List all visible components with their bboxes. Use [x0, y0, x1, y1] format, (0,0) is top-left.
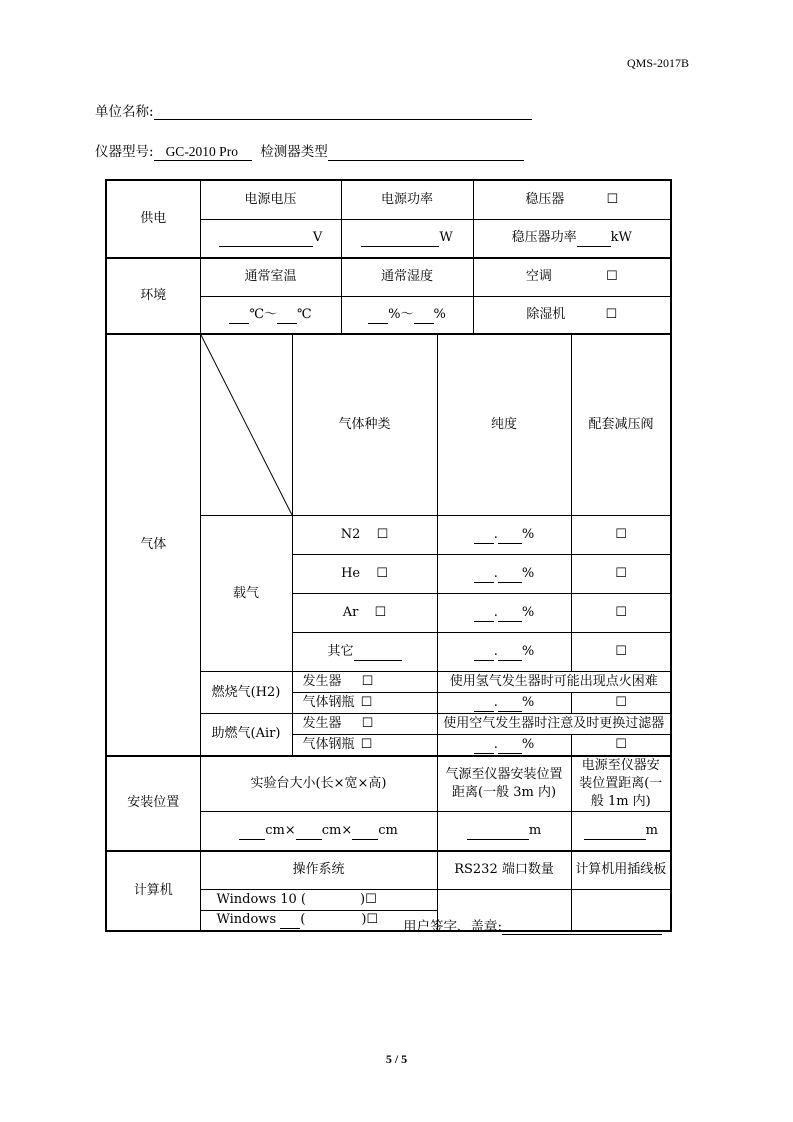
h2-generator-checkbox[interactable]: ☐ [361, 674, 374, 689]
unit-name-label: 单位名称: [95, 104, 154, 120]
bench-width-unit: cm [321, 822, 342, 838]
h2-generator-cell [292, 672, 437, 693]
win10-checkbox[interactable]: ☐ [365, 891, 377, 907]
os-header: 操作系统 [200, 851, 437, 889]
gas-distance-input[interactable] [467, 825, 529, 840]
detector-type-input[interactable] [328, 145, 524, 161]
windows-other-checkbox[interactable]: ☐ [366, 912, 379, 928]
instrument-model-row [95, 140, 524, 161]
h2-purity-cell: . % [437, 693, 571, 714]
air-generator-cell [292, 714, 437, 735]
stabilizer-power-cell [473, 219, 671, 258]
ac-checkbox[interactable]: ☐ [606, 269, 618, 285]
humidity-header: 通常湿度 [341, 258, 473, 296]
fuel-gas-label: 燃烧气(H2) [200, 672, 292, 714]
ar-regulator-cell [571, 594, 671, 633]
n2-regulator-checkbox[interactable]: ☐ [615, 527, 627, 542]
room-temp-header: 通常室温 [200, 258, 341, 296]
carrier-other-cell [292, 633, 437, 672]
air-purity-dec-input[interactable] [498, 739, 522, 754]
he-purity-dec-input[interactable] [498, 568, 522, 583]
rs232-header: RS232 端口数量 [437, 851, 571, 889]
h2-generator-label: 发生器 [302, 674, 342, 689]
bench-size-input-cell [200, 811, 437, 851]
temp-range-cell [200, 296, 341, 334]
bench-width-input[interactable] [296, 825, 322, 840]
stabilizer-checkbox[interactable]: ☐ [606, 191, 619, 207]
other-purity-dec-input[interactable] [498, 646, 522, 661]
air-generator-label: 发生器 [302, 716, 342, 731]
air-purity-int-input[interactable] [474, 739, 494, 754]
humidity-max-input[interactable] [414, 309, 434, 324]
power-distance-input-cell [571, 811, 671, 851]
regulator-header: 配套减压阀 [571, 334, 671, 516]
gas-distance-input-cell [437, 811, 571, 851]
diagonal-header-cell [200, 334, 292, 516]
ar-purity-cell: . % [437, 594, 571, 633]
stabilizer-power-input[interactable] [577, 232, 611, 247]
gas-distance-header: 气源至仪器安装位置距离(一般 3m 内) [437, 756, 571, 812]
n2-purity-int-input[interactable] [474, 529, 494, 544]
he-regulator-cell [571, 555, 671, 594]
other-purity-int-input[interactable] [474, 646, 494, 661]
h2-cylinder-checkbox[interactable]: ☐ [360, 695, 373, 710]
air-cylinder-label: 气体钢瓶 [302, 736, 355, 752]
carrier-n2-checkbox[interactable]: ☐ [376, 527, 389, 542]
carrier-other-input[interactable] [354, 646, 402, 661]
environment-section-label: 环境 [106, 258, 200, 334]
site-requirements-table [105, 179, 672, 932]
power-section-label: 供电 [106, 180, 200, 258]
voltage-input-cell [200, 219, 341, 258]
voltage-input[interactable] [219, 232, 313, 247]
h2-regulator-checkbox[interactable]: ☐ [615, 695, 627, 710]
signature-input[interactable] [502, 919, 662, 935]
bench-height-unit: cm [378, 822, 398, 838]
temp-unit-b: ℃ [297, 306, 312, 322]
windows-other-version-input[interactable] [280, 914, 300, 929]
signature-label: 用户签字、盖章: [403, 919, 503, 935]
carrier-he-checkbox[interactable]: ☐ [376, 566, 388, 581]
he-regulator-checkbox[interactable]: ☐ [615, 566, 627, 581]
air-purity-cell: . % [437, 735, 571, 756]
windows-other-cell [200, 910, 437, 931]
diagonal-line [201, 335, 292, 515]
wattage-input[interactable] [361, 232, 439, 247]
power-distance-header: 电源至仪器安装位置距离(一般 1m 内) [571, 756, 671, 812]
he-purity-cell: . % [437, 555, 571, 594]
carrier-ar-cell [292, 594, 437, 633]
stabilizer-label: 稳压器 [525, 191, 565, 207]
gas-section-label: 气体 [106, 334, 200, 756]
temp-max-input[interactable] [277, 309, 297, 324]
other-purity-unit: % [521, 644, 535, 659]
instrument-model-label: 仪器型号: [95, 144, 154, 160]
ar-purity-unit: % [521, 605, 535, 620]
stabilizer-power-label: 稳压器功率 [511, 230, 577, 246]
carrier-other-label: 其它 [327, 644, 354, 659]
temp-min-input[interactable] [229, 309, 249, 324]
air-regulator-cell [571, 735, 671, 756]
dehumidifier-label: 除湿机 [526, 306, 566, 322]
signature-row [403, 915, 662, 935]
air-generator-note: 使用空气发生器时注意及时更换过滤器 [437, 714, 671, 735]
n2-regulator-cell [571, 516, 671, 555]
carrier-ar-checkbox[interactable]: ☐ [374, 605, 387, 620]
detector-type-label: 检测器类型 [260, 144, 328, 160]
h2-purity-dec-input[interactable] [498, 697, 522, 712]
carrier-ar-label: Ar [342, 605, 359, 620]
humidity-unit-b: % [433, 306, 446, 322]
n2-purity-dec-input[interactable] [498, 529, 522, 544]
bench-height-input[interactable] [352, 825, 378, 840]
windows-other-paren-close: ) [361, 912, 367, 928]
h2-purity-unit: % [521, 695, 535, 710]
dehumidifier-cell [473, 296, 671, 334]
other-regulator-cell [571, 633, 671, 672]
stabilizer-cell [473, 180, 671, 219]
h2-regulator-cell [571, 693, 671, 714]
other-purity-cell: . % [437, 633, 571, 672]
computer-section-label: 计算机 [106, 851, 200, 931]
h2-generator-note: 使用氢气发生器时可能出现点火困难 [437, 672, 671, 693]
carrier-n2-label: N2 [340, 527, 361, 542]
times-sign-1: × [284, 822, 296, 838]
air-purity-unit: % [521, 736, 535, 752]
power-voltage-header: 电源电压 [200, 180, 341, 219]
carrier-he-label: He [341, 566, 361, 581]
h2-purity-int-input[interactable] [474, 697, 494, 712]
voltage-unit: V [312, 230, 323, 246]
air-regulator-checkbox[interactable]: ☐ [615, 736, 627, 752]
humidity-range-cell [341, 296, 473, 334]
humidity-unit-a: %～ [388, 306, 414, 322]
win10-paren-close: ) [360, 891, 366, 907]
humidity-min-input[interactable] [368, 309, 388, 324]
document-code: QMS-2017B [626, 56, 689, 70]
instrument-model-value[interactable]: GC-2010 Pro [154, 144, 252, 161]
carrier-n2-cell [292, 516, 437, 555]
ar-regulator-checkbox[interactable]: ☐ [615, 605, 627, 620]
temp-unit-a: ℃～ [249, 306, 277, 322]
carrier-gas-label: 载气 [200, 516, 292, 672]
oxidizer-gas-label: 助燃气(Air) [200, 714, 292, 756]
ar-purity-int-input[interactable] [474, 607, 494, 622]
ar-purity-dec-input[interactable] [498, 607, 522, 622]
unit-name-row [95, 100, 532, 120]
stabilizer-power-unit: kW [610, 230, 632, 246]
purity-header: 纯度 [437, 334, 571, 516]
wattage-unit: W [439, 230, 453, 246]
gas-type-header: 气体种类 [292, 334, 437, 516]
windows-other-paren-open: ( [300, 912, 306, 928]
win10-label: Windows 10 ( [216, 891, 306, 907]
he-purity-unit: % [521, 566, 535, 581]
carrier-he-cell [292, 555, 437, 594]
gas-distance-unit: m [528, 822, 542, 838]
ac-cell [473, 258, 671, 296]
dehumidifier-checkbox[interactable]: ☐ [605, 306, 618, 322]
wattage-input-cell [341, 219, 473, 258]
power-strip-header: 计算机用插线板 [571, 851, 671, 889]
air-cylinder-cell [292, 735, 437, 756]
n2-purity-unit: % [521, 527, 535, 542]
ac-label: 空调 [525, 269, 552, 285]
install-section-label: 安装位置 [106, 756, 200, 852]
he-purity-int-input[interactable] [474, 568, 494, 583]
h2-cylinder-cell [292, 693, 437, 714]
unit-name-input[interactable] [154, 104, 532, 120]
windows-other-label: Windows [216, 912, 277, 928]
other-regulator-checkbox[interactable]: ☐ [615, 644, 627, 659]
bench-length-input[interactable] [239, 825, 265, 840]
power-wattage-header: 电源功率 [341, 180, 473, 219]
n2-purity-cell: . % [437, 516, 571, 555]
bench-length-unit: cm [265, 822, 285, 838]
power-distance-input[interactable] [584, 825, 646, 840]
win10-cell [200, 889, 437, 910]
air-generator-checkbox[interactable]: ☐ [361, 716, 374, 731]
bench-size-header: 实验台大小(长×宽×高) [200, 756, 437, 812]
air-cylinder-checkbox[interactable]: ☐ [360, 736, 373, 752]
h2-cylinder-label: 气体钢瓶 [302, 695, 355, 710]
page-number: 5 / 5 [385, 1052, 408, 1066]
times-sign-2: × [341, 822, 353, 838]
power-distance-unit: m [645, 822, 658, 838]
